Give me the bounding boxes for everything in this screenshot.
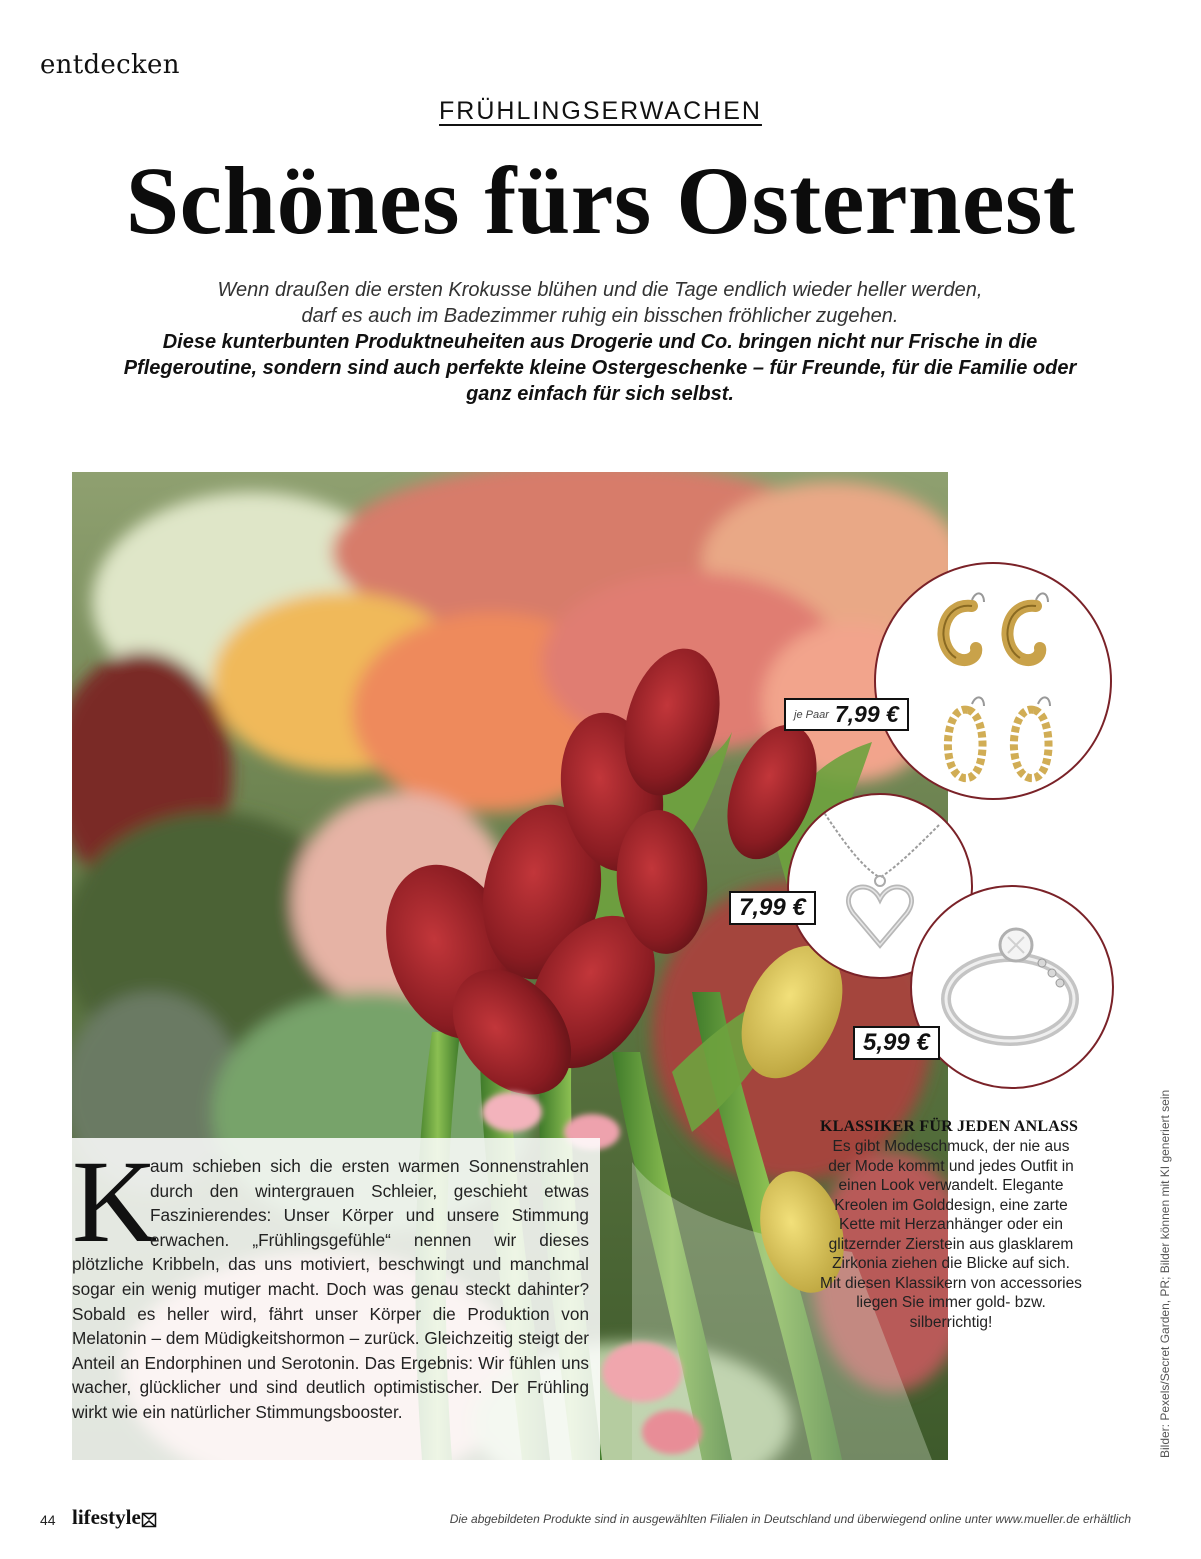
page-number: 44 [40,1512,56,1528]
magazine-logo-icon [141,1512,157,1533]
magazine-logo: lifestyle [72,1505,141,1529]
drop-cap-spacer [72,1154,150,1250]
body-text-content: aum schieben sich die ersten warmen Sonnenstrahlen durch den wintergrauen Schleier, geschieht etwas Faszinierendes: Unser Körper und unsere Stimmung erwachen. „Frühlingsgefühle“ nennen wir dieses plötzliche Kribbeln, das uns motiviert, beschwingt und manchmal sogar ein wenig mutiger macht. Doch was genau steckt dahinter? Sobald es heller wird, fährt unser Körper die Produktion von Melatonin – dem Müdigkeitshormon – zurück. Gleichzeitig steigt der Anteil an Endorphinen und Serotonin. Das Ergebnis: Wir fühlen uns wacher, glücklicher und sind deutlich optimistischer. Der Frühling wirkt wie ein natürlicher Stimmungsbooster. [72,1156,589,1422]
ring-price-tag [853,1026,940,1060]
sidebar-title: KLASSIKER FÜR JEDEN ANLASS [820,1118,1079,1135]
earrings-price-tag [784,698,909,731]
photo-credit [1156,1078,1176,1458]
drop-cap: K [72,1136,158,1267]
intro-line-1: Wenn draußen die ersten Krokusse blühen und die Tage endlich wieder heller werden, [217,279,983,301]
ring-price: 5,99 € [863,1029,930,1056]
intro-bold: Diese kunterbunten Produktneuheiten aus Drogerie und Co. bringen nicht nur Frische in die Pflegeroutine, sondern sind auch perfekte kleine Ostergeschenke – für Freunde, für die Familie oder ganz einfach für sich selbst. [123,331,1077,405]
necklace-price: 7,99 € [739,894,806,921]
sidebar-text: Es gibt Modeschmuck, der nie aus der Mode kommt und jedes Outfit in einen Look verwandelt. Elegante Kreolen im Golddesign, eine zarte Kette mit Herzanhänger oder ein glitzernder Zierstein aus glasklarem Zirkonia ziehen die Blicke auf sich. Mit diesen Klassikern von accessories liegen Sie immer gold- bzw. silberrichtig! [820,1138,1082,1331]
earrings-price-label: je Paar [794,709,829,722]
photo-credit-text: Bilder: Pexels/Secret Garden, PR; Bilder können mit KI generiert sein [1158,1089,1172,1458]
earrings-price: 7,99 € [834,701,899,727]
kicker-text: FRÜHLINGSERWACHEN [439,97,762,125]
body-text [72,1154,589,1425]
intro [120,277,1080,407]
sidebar-box [820,1118,1082,1332]
ring-circle [910,885,1114,1089]
footer-note: Die abgebildeten Produkte sind in ausgewählten Filialen in Deutschland und überwiegend online unter www.mueller.de erhältlich [449,1512,1131,1526]
headline: Schönes fürs Osternest [125,147,1076,254]
necklace-price-tag [729,891,816,925]
intro-line-2: darf es auch im Badezimmer ruhig ein bisschen fröhlicher zugehen. [301,305,899,327]
section-label: entdecken [40,50,180,80]
earrings-circle [874,562,1112,800]
kicker [0,97,1201,126]
